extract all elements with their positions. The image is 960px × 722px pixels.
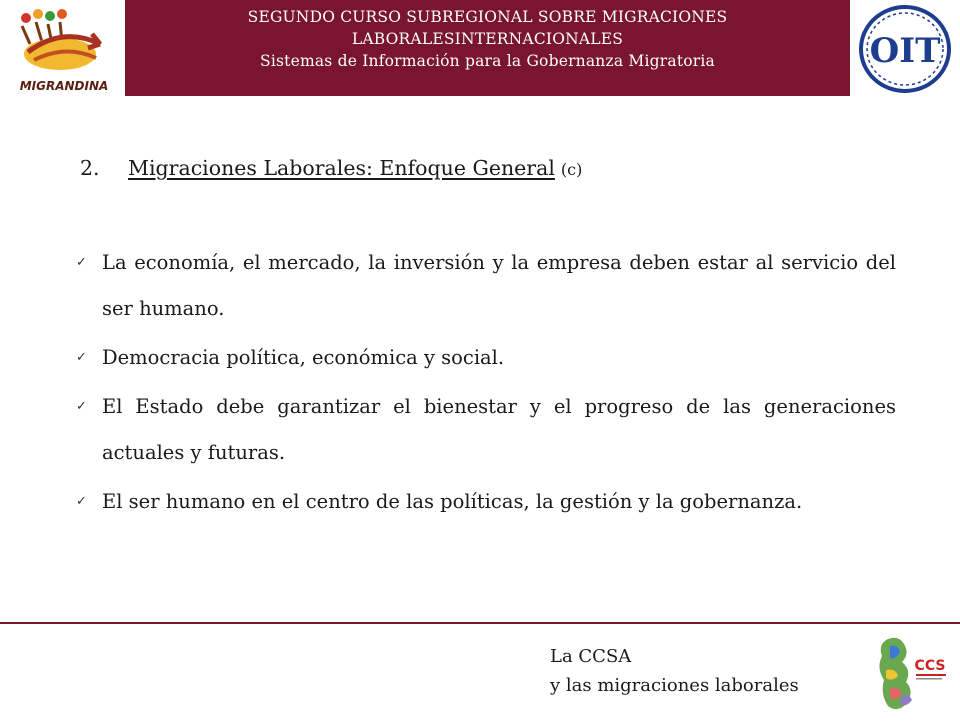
footer-line-2: y las migraciones laborales <box>550 675 799 696</box>
bullet-text: La economía, el mercado, la inversión y la empresa deben estar al servicio del ser humano. <box>102 251 896 320</box>
svg-text:MIGRANDINA: MIGRANDINA <box>19 79 109 93</box>
list-item <box>74 335 896 381</box>
bullet-list <box>74 240 896 528</box>
footer-caption <box>550 642 799 700</box>
section-title-text: Migraciones Laborales: Enfoque General <box>128 156 555 180</box>
checkmark-icon: ✓ <box>76 350 87 365</box>
header-line-3: Sistemas de Información para la Gobernanza Migratoria <box>260 52 715 70</box>
list-item <box>74 479 896 525</box>
section-number: 2. <box>80 156 100 180</box>
header-banner <box>125 0 850 96</box>
bullet-text: El ser humano en el centro de las políticas, la gestión y la gobernanza. <box>102 490 803 513</box>
svg-text:OIT: OIT <box>869 31 941 71</box>
footer-divider <box>0 622 960 624</box>
header-line-2: LABORALESINTERNACIONALES <box>351 30 624 48</box>
bullet-text: El Estado debe garantizar el bienestar y el progreso de las generaciones actuales y futuras. <box>102 395 896 464</box>
header-line-1: SEGUNDO CURSO SUBREGIONAL SOBRE MIGRACIONES <box>247 8 728 26</box>
svg-text:CCS: CCS <box>914 658 946 674</box>
list-item <box>74 384 896 476</box>
oit-logo-icon <box>852 2 958 96</box>
migrandina-logo-icon <box>8 4 120 96</box>
section-title <box>80 156 582 180</box>
footer-line-1: La CCSA <box>550 646 632 667</box>
checkmark-icon: ✓ <box>76 494 87 509</box>
checkmark-icon: ✓ <box>76 255 87 270</box>
bullet-text: Democracia política, económica y social. <box>102 346 505 369</box>
list-item <box>74 240 896 332</box>
ccsa-map-logo-icon <box>868 630 958 718</box>
checkmark-icon: ✓ <box>76 399 87 414</box>
section-suffix: (c) <box>560 160 583 179</box>
